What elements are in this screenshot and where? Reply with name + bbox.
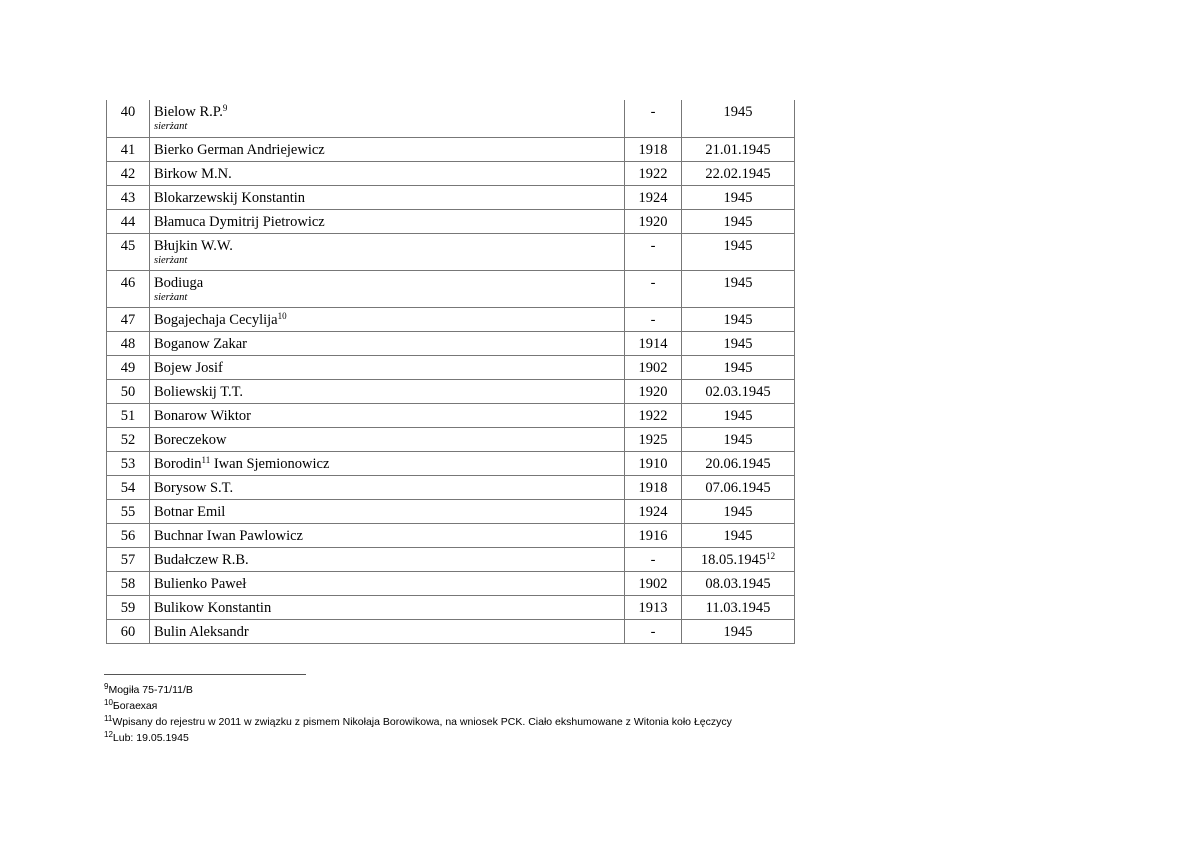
death-date: 22.02.1945 <box>705 165 771 182</box>
row-number-cell <box>107 270 150 307</box>
footnote-text: Mogiła 75-71/11/B <box>108 684 193 696</box>
person-name: Bojew Josif <box>154 359 223 376</box>
table-row <box>107 475 795 499</box>
name-cell <box>150 137 625 161</box>
person-name: Boreczekow <box>154 431 227 448</box>
death-date-cell <box>682 499 795 523</box>
row-number-cell <box>107 233 150 270</box>
footnotes <box>104 682 732 746</box>
name-cell <box>150 209 625 233</box>
row-number: 54 <box>120 479 136 496</box>
row-number: 40 <box>120 104 136 120</box>
birth-year-cell <box>625 619 682 643</box>
row-number-cell <box>107 185 150 209</box>
name-cell <box>150 523 625 547</box>
person-name: Boganow Zakar <box>154 335 248 352</box>
person-name-rest: Iwan Sjemionowicz <box>210 455 330 472</box>
table-row <box>107 451 795 475</box>
death-date-cell <box>682 379 795 403</box>
row-number: 45 <box>120 237 136 254</box>
row-number: 56 <box>120 527 136 544</box>
table-row <box>107 427 795 451</box>
name-cell <box>150 100 625 137</box>
table-row <box>107 161 795 185</box>
birth-year-cell <box>625 161 682 185</box>
birth-year-cell <box>625 571 682 595</box>
footnote <box>104 730 732 746</box>
row-number-cell <box>107 209 150 233</box>
row-number-cell <box>107 523 150 547</box>
death-date: 11.03.1945 <box>705 599 771 616</box>
table-row <box>107 619 795 643</box>
person-name: Błamuca Dymitrij Pietrowicz <box>154 213 325 230</box>
death-date: 1945 <box>723 527 753 544</box>
person-name: Bonarow Wiktor <box>154 407 252 424</box>
birth-year: - <box>650 104 656 120</box>
death-date-cell <box>682 161 795 185</box>
birth-year-cell <box>625 427 682 451</box>
birth-year: 1920 <box>638 213 668 230</box>
row-number-cell <box>107 355 150 379</box>
death-date: 1945 <box>723 407 753 424</box>
footnote-mark: 10 <box>104 698 113 707</box>
birth-year: 1916 <box>638 527 668 544</box>
name-cell <box>150 499 625 523</box>
person-name: Borysow S.T. <box>154 479 234 496</box>
birth-year-cell <box>625 547 682 571</box>
birth-year-cell <box>625 451 682 475</box>
death-date-cell <box>682 307 795 331</box>
birth-year-cell <box>625 270 682 307</box>
death-date-cell <box>682 137 795 161</box>
row-number: 43 <box>120 189 136 206</box>
table-row <box>107 571 795 595</box>
name-cell <box>150 427 625 451</box>
person-name: Blokarzewskij Konstantin <box>154 189 306 206</box>
death-date-cell <box>682 547 795 571</box>
birth-year-cell <box>625 499 682 523</box>
table-row <box>107 355 795 379</box>
death-date: 02.03.1945 <box>705 383 771 400</box>
birth-year: 1922 <box>638 407 668 424</box>
person-name: Bierko German Andriejewicz <box>154 141 325 158</box>
name-cell <box>150 595 625 619</box>
name-cell <box>150 355 625 379</box>
footnote <box>104 682 732 698</box>
birth-year: - <box>650 274 656 291</box>
table-row <box>107 100 795 137</box>
footnote-ref: 12 <box>766 550 776 561</box>
person-name: Bogajechaja Cecylija <box>154 311 278 328</box>
birth-year: 1902 <box>638 359 668 376</box>
person-name: Buchnar Iwan Pawlowicz <box>154 527 303 544</box>
death-date-cell <box>682 355 795 379</box>
birth-year: 1925 <box>638 431 668 448</box>
row-number-cell <box>107 137 150 161</box>
death-date: 07.06.1945 <box>705 479 771 496</box>
person-name: Borodin <box>154 455 202 472</box>
birth-year: 1902 <box>638 575 668 592</box>
name-cell <box>150 475 625 499</box>
death-date: 1945 <box>723 104 753 120</box>
birth-year: - <box>650 623 656 640</box>
death-date-cell <box>682 233 795 270</box>
row-number-cell <box>107 161 150 185</box>
row-number-cell <box>107 307 150 331</box>
birth-year-cell <box>625 137 682 161</box>
table-row <box>107 185 795 209</box>
footnote-text: Богаехая <box>112 700 158 712</box>
birth-year: 1922 <box>638 165 668 182</box>
name-cell <box>150 270 625 307</box>
row-number: 42 <box>120 165 136 182</box>
death-date: 1945 <box>723 359 753 376</box>
footnote-ref: 11 <box>201 454 211 465</box>
name-cell <box>150 307 625 331</box>
row-number-cell <box>107 499 150 523</box>
birth-year: 1918 <box>638 479 668 496</box>
rank-label: sierżant <box>154 121 188 132</box>
table-row <box>107 331 795 355</box>
birth-year-cell <box>625 523 682 547</box>
death-date-cell <box>682 331 795 355</box>
row-number: 60 <box>120 623 136 640</box>
death-date: 1945 <box>723 237 753 254</box>
death-date: 1945 <box>723 431 753 448</box>
birth-year: 1910 <box>638 455 668 472</box>
name-cell <box>150 233 625 270</box>
death-date: 1945 <box>723 274 753 291</box>
birth-year: 1924 <box>638 503 668 520</box>
table-row <box>107 209 795 233</box>
death-date: 08.03.1945 <box>705 575 771 592</box>
row-number: 50 <box>120 383 136 400</box>
row-number: 44 <box>120 213 136 230</box>
footnote-text: Wpisany do rejestru w 2011 w związku z pismem Nikołaja Borowikowa, na wniosek PCK. Ciało ekshumowane z Witonia koło Łęczycy <box>112 716 732 728</box>
birth-year: - <box>650 237 656 254</box>
row-number: 57 <box>120 551 136 568</box>
table-row <box>107 595 795 619</box>
row-number-cell <box>107 379 150 403</box>
birth-year-cell <box>625 209 682 233</box>
death-date: 18.05.1945 <box>700 551 767 568</box>
death-date-cell <box>682 571 795 595</box>
birth-year-cell <box>625 595 682 619</box>
footnote-ref: 9 <box>222 103 228 113</box>
row-number: 49 <box>120 359 136 376</box>
table-row <box>107 403 795 427</box>
birth-year: 1918 <box>638 141 668 158</box>
row-number-cell <box>107 403 150 427</box>
footnote-mark: 11 <box>104 714 113 723</box>
rank-label: sierżant <box>154 254 188 266</box>
birth-year-cell <box>625 355 682 379</box>
death-date: 1945 <box>723 503 753 520</box>
death-date-cell <box>682 403 795 427</box>
death-date-cell <box>682 619 795 643</box>
table-row <box>107 499 795 523</box>
birth-year-cell <box>625 475 682 499</box>
birth-year-cell <box>625 403 682 427</box>
death-date: 1945 <box>723 213 753 230</box>
person-name: Budałczew R.B. <box>154 551 249 568</box>
burial-register-table <box>106 100 795 644</box>
row-number-cell <box>107 547 150 571</box>
death-date: 1945 <box>723 189 753 206</box>
name-cell <box>150 619 625 643</box>
name-cell <box>150 571 625 595</box>
death-date: 1945 <box>723 623 753 640</box>
person-name: Bulikow Konstantin <box>154 599 272 616</box>
birth-year: - <box>650 551 656 568</box>
death-date: 21.01.1945 <box>705 141 771 158</box>
birth-year-cell <box>625 331 682 355</box>
death-date-cell <box>682 595 795 619</box>
death-date-cell <box>682 427 795 451</box>
name-cell <box>150 331 625 355</box>
row-number: 58 <box>120 575 136 592</box>
row-number: 48 <box>120 335 136 352</box>
death-date-cell <box>682 270 795 307</box>
name-cell <box>150 451 625 475</box>
row-number-cell <box>107 451 150 475</box>
row-number-cell <box>107 571 150 595</box>
person-name: Błujkin W.W. <box>154 237 233 254</box>
person-name: Bulienko Paweł <box>154 575 247 592</box>
table-row <box>107 307 795 331</box>
footnote-ref: 10 <box>277 310 287 321</box>
footnote-mark: 12 <box>104 730 113 739</box>
row-number-cell <box>107 619 150 643</box>
birth-year-cell <box>625 233 682 270</box>
birth-year: 1924 <box>638 189 668 206</box>
death-date-cell <box>682 209 795 233</box>
table-row <box>107 270 795 307</box>
name-cell <box>150 185 625 209</box>
row-number-cell <box>107 595 150 619</box>
death-date: 20.06.1945 <box>705 455 771 472</box>
row-number: 53 <box>120 455 136 472</box>
table-row <box>107 523 795 547</box>
row-number-cell <box>107 100 150 137</box>
person-name: Bielow R.P. <box>154 104 223 120</box>
birth-year: 1914 <box>638 335 668 352</box>
name-cell <box>150 547 625 571</box>
table-row <box>107 379 795 403</box>
birth-year: 1920 <box>638 383 668 400</box>
death-date-cell <box>682 451 795 475</box>
birth-year-cell <box>625 185 682 209</box>
person-name: Bulin Aleksandr <box>154 623 249 640</box>
footnote <box>104 698 732 714</box>
death-date: 1945 <box>723 335 753 352</box>
death-date-cell <box>682 100 795 137</box>
footnote-mark: 9 <box>104 682 109 691</box>
birth-year: - <box>650 311 656 328</box>
row-number-cell <box>107 427 150 451</box>
footnote-text: Lub: 19.05.1945 <box>112 732 189 744</box>
person-name: Bodiuga <box>154 274 204 291</box>
footnote <box>104 714 732 730</box>
death-date: 1945 <box>723 311 753 328</box>
death-date-cell <box>682 523 795 547</box>
death-date-cell <box>682 185 795 209</box>
name-cell <box>150 403 625 427</box>
row-number: 59 <box>120 599 136 616</box>
person-name: Birkow M.N. <box>154 165 232 182</box>
row-number-cell <box>107 475 150 499</box>
person-name: Botnar Emil <box>154 503 226 520</box>
person-name: Boliewskij T.T. <box>154 383 244 400</box>
birth-year-cell <box>625 379 682 403</box>
row-number: 46 <box>120 274 136 291</box>
birth-year: 1913 <box>638 599 668 616</box>
row-number: 51 <box>120 407 136 424</box>
death-date-cell <box>682 475 795 499</box>
name-cell <box>150 379 625 403</box>
row-number: 52 <box>120 431 136 448</box>
birth-year-cell <box>625 100 682 137</box>
footnote-separator <box>104 674 306 675</box>
name-cell <box>150 161 625 185</box>
table-row <box>107 137 795 161</box>
row-number: 41 <box>120 141 136 158</box>
table-row <box>107 547 795 571</box>
rank-label: sierżant <box>154 291 188 303</box>
row-number: 47 <box>120 311 136 328</box>
birth-year-cell <box>625 307 682 331</box>
table-row <box>107 233 795 270</box>
row-number: 55 <box>120 503 136 520</box>
row-number-cell <box>107 331 150 355</box>
